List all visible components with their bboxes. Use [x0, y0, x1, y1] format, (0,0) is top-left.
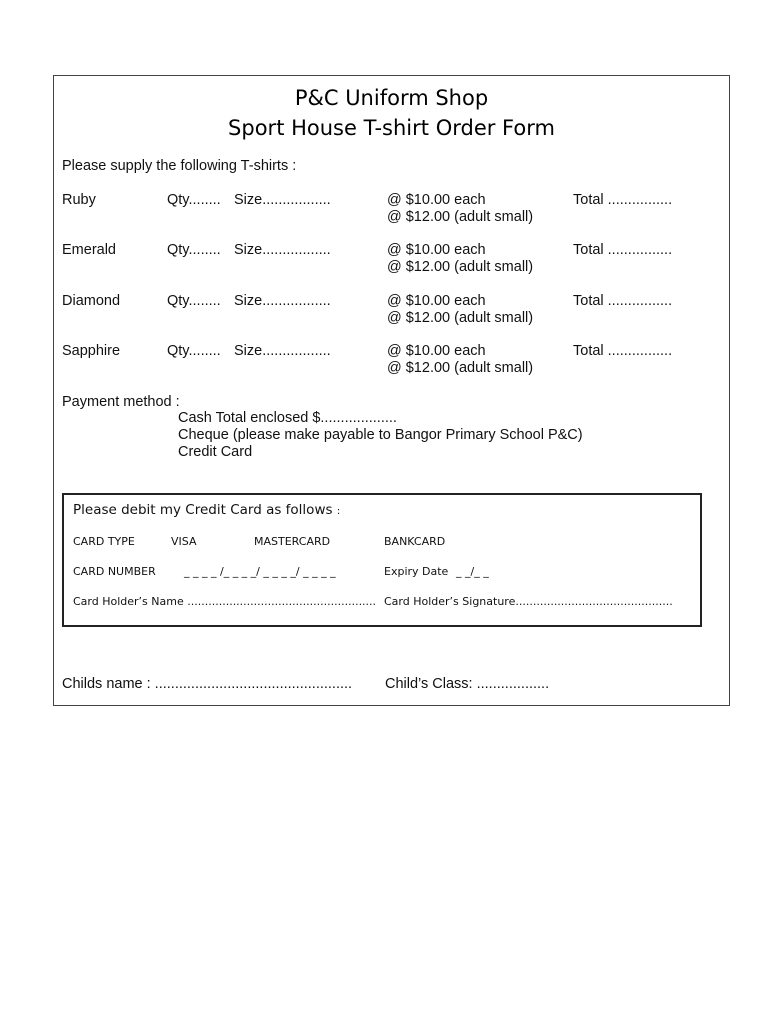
payment-label: Payment method :	[62, 394, 180, 410]
house-name: Ruby	[62, 192, 96, 208]
payment-cheque-option[interactable]: Cheque (please make payable to Bangor Primary School P&C)	[178, 427, 583, 443]
qty-field[interactable]: Qty........	[167, 293, 221, 309]
qty-field[interactable]: Qty........	[167, 192, 221, 208]
price-child: @ $10.00 each	[387, 293, 486, 309]
card-holder-name-field[interactable]: Card Holder’s Name ......................................................	[73, 595, 377, 608]
price-adult: @ $12.00 (adult small)	[387, 310, 534, 326]
price-adult: @ $12.00 (adult small)	[387, 209, 534, 225]
price-adult: @ $12.00 (adult small)	[387, 259, 534, 275]
size-field[interactable]: Size.................	[234, 343, 331, 359]
expiry-field[interactable]: _ _/_ _	[456, 565, 489, 578]
card-type-bankcard[interactable]: BANKCARD	[384, 535, 446, 548]
card-type-visa[interactable]: VISA	[171, 535, 197, 548]
total-field[interactable]: Total ................	[573, 343, 673, 359]
price-adult: @ $12.00 (adult small)	[387, 360, 534, 376]
card-heading-text: Please debit my Credit Card as follows	[73, 502, 333, 518]
card-type-mastercard[interactable]: MASTERCARD	[254, 535, 331, 548]
size-field[interactable]: Size.................	[234, 242, 331, 258]
price-child: @ $10.00 each	[387, 192, 486, 208]
card-heading	[73, 502, 340, 518]
child-class-field[interactable]: Child’s Class: ..................	[385, 676, 550, 692]
total-field[interactable]: Total ................	[573, 242, 673, 258]
total-field[interactable]: Total ................	[573, 192, 673, 208]
payment-cash-option[interactable]: Cash Total enclosed $...................	[178, 410, 397, 426]
size-field[interactable]: Size.................	[234, 293, 331, 309]
expiry-label: Expiry Date	[384, 565, 449, 578]
house-name: Diamond	[62, 293, 121, 309]
form-title: Sport House T-shirt Order Form	[228, 116, 555, 140]
intro-text: Please supply the following T-shirts :	[62, 158, 297, 174]
child-name-field[interactable]: Childs name : .................................................	[62, 676, 353, 692]
house-name: Emerald	[62, 242, 116, 258]
house-name: Sapphire	[62, 343, 121, 359]
total-field[interactable]: Total ................	[573, 293, 673, 309]
card-number-label: CARD NUMBER	[73, 565, 156, 578]
credit-card-box	[62, 493, 702, 627]
size-field[interactable]: Size.................	[234, 192, 331, 208]
card-holder-signature-field[interactable]: Card Holder’s Signature.............................................	[384, 595, 673, 608]
price-child: @ $10.00 each	[387, 343, 486, 359]
form-title-shop: P&C Uniform Shop	[294, 86, 489, 110]
card-number-field[interactable]: _ _ _ _ /_ _ _ _/ _ _ _ _/ _ _ _ _	[184, 565, 336, 578]
price-child: @ $10.00 each	[387, 242, 486, 258]
qty-field[interactable]: Qty........	[167, 242, 221, 258]
payment-credit-option[interactable]: Credit Card	[178, 444, 253, 460]
qty-field[interactable]: Qty........	[167, 343, 221, 359]
card-heading-colon: :	[336, 506, 341, 517]
card-type-label: CARD TYPE	[73, 535, 135, 548]
